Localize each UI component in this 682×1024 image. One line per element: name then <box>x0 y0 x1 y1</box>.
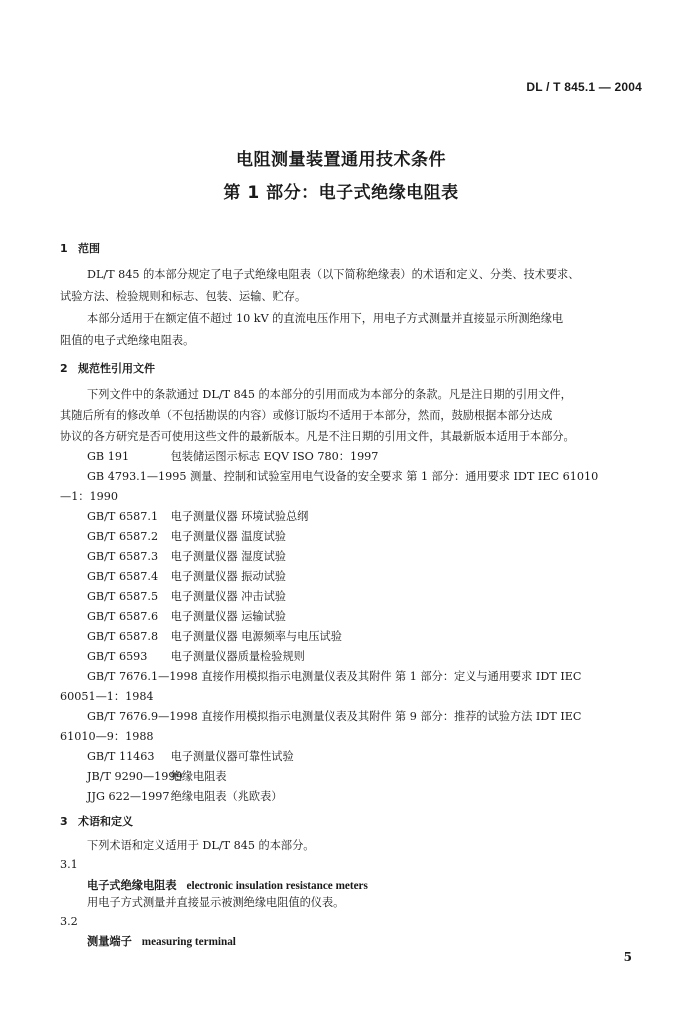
reference-item <box>87 767 227 786</box>
reference-title: 电子测量仪器 电源频率与电压试验 <box>170 630 342 643</box>
reference-code: GB/T 7676.9—1998 <box>87 710 198 723</box>
reference-item <box>87 447 378 466</box>
paragraph-line: 阻值的电子式绝缘电阻表。 <box>60 334 195 347</box>
reference-code: GB/T 6587.6 <box>87 610 159 623</box>
reference-code: GB/T 11463 <box>87 750 155 763</box>
reference-code: JJG 622—1997 <box>87 790 170 803</box>
page-number: 5 <box>623 950 632 964</box>
reference-title: 电子测量仪器 振动试验 <box>170 570 286 583</box>
reference-title: 电子测量仪器 运输试验 <box>170 610 286 623</box>
document-subtitle: 第 1 部分：电子式绝缘电阻表 <box>223 183 459 203</box>
reference-code: GB 191 <box>87 450 130 463</box>
reference-title: 60051—1：1984 <box>60 690 154 703</box>
reference-item <box>60 687 154 706</box>
reference-title: 直接作用模拟指示电测量仪表及其附件 第 1 部分：定义与通用要求 IDT IEC <box>201 670 582 683</box>
paragraph-line: 本部分适用于在额定值不超过 10 kV 的直流电压作用下，用电子方式测量并直接显示所测绝缘电 <box>87 312 564 325</box>
section-title: 范围 <box>78 242 100 255</box>
reference-title: 包装储运图示标志 EQV ISO 780：1997 <box>170 450 379 463</box>
reference-item <box>87 707 581 726</box>
reference-item <box>87 467 598 486</box>
term-definition: 用电子方式测量并直接显示被测绝缘电阻值的仪表。 <box>87 896 345 909</box>
reference-title: 直接作用模拟指示电测量仪表及其附件 第 9 部分：推荐的试验方法 IDT IEC <box>201 710 582 723</box>
reference-code: GB/T 7676.1—1998 <box>87 670 198 683</box>
term-chinese: 电子式绝缘电阻表 <box>87 878 177 892</box>
reference-item <box>87 787 282 806</box>
clause-number: 3.1 <box>60 858 78 871</box>
reference-item <box>87 507 308 526</box>
section-1-heading <box>60 240 100 256</box>
paragraph-line: 下列文件中的条款通过 DL/T 845 的本部分的引用而成为本部分的条款。凡是注日期的引用文件， <box>87 388 572 401</box>
section-number: 1 <box>60 242 68 255</box>
reference-title: 电子测量仪器 冲击试验 <box>170 590 286 603</box>
reference-item <box>87 547 286 566</box>
reference-item <box>87 667 581 686</box>
reference-title: 电子测量仪器 环境试验总纲 <box>170 510 309 523</box>
section-number: 2 <box>60 362 68 375</box>
reference-code: GB/T 6587.2 <box>87 530 159 543</box>
reference-item <box>87 587 286 606</box>
reference-code: GB/T 6593 <box>87 650 148 663</box>
paragraph-line: 试验方法、检验规则和标志、包装、运输、贮存。 <box>60 290 307 303</box>
clause-number: 3.2 <box>60 915 78 928</box>
reference-code: GB/T 6587.4 <box>87 570 159 583</box>
term-chinese: 测量端子 <box>87 934 132 948</box>
term-entry <box>87 877 368 893</box>
reference-item <box>60 487 118 506</box>
term-english: electronic insulation resistance meters <box>186 880 368 892</box>
reference-title: 绝缘电阻表（兆欧表） <box>170 790 283 803</box>
reference-code: GB/T 6587.8 <box>87 630 159 643</box>
reference-code: GB/T 6587.3 <box>87 550 159 563</box>
paragraph-line: 协议的各方研究是否可使用这些文件的最新版本。凡是不注日期的引用文件，其最新版本适用于本部分。 <box>60 430 575 443</box>
section-title: 规范性引用文件 <box>78 362 155 375</box>
reference-code: GB 4793.1—1995 <box>87 470 187 483</box>
reference-title: 61010—9：1988 <box>60 730 154 743</box>
reference-title: —1：1990 <box>60 490 118 503</box>
reference-item <box>87 607 286 626</box>
reference-code: JB/T 9290—1999 <box>87 770 183 783</box>
reference-item <box>87 627 342 646</box>
reference-item <box>87 747 294 766</box>
paragraph-line: 其随后所有的修改单（不包括勘误的内容）或修订版均不适用于本部分，然而，鼓励根据本部分达成 <box>60 409 553 422</box>
standard-code: DL / T 845.1 — 2004 <box>526 80 642 94</box>
reference-title: 电子测量仪器可靠性试验 <box>170 750 294 763</box>
reference-item <box>60 727 154 746</box>
paragraph-line: 下列术语和定义适用于 DL/T 845 的本部分。 <box>87 839 315 852</box>
reference-code: GB/T 6587.5 <box>87 590 159 603</box>
reference-title: 绝缘电阻表 <box>170 770 227 783</box>
reference-title: 电子测量仪器 温度试验 <box>170 530 286 543</box>
section-title: 术语和定义 <box>78 815 133 828</box>
reference-code: GB/T 6587.1 <box>87 510 159 523</box>
document-title: 电阻测量装置通用技术条件 <box>236 150 446 170</box>
reference-item <box>87 527 286 546</box>
section-number: 3 <box>60 815 68 828</box>
reference-item <box>87 567 286 586</box>
section-3-heading <box>60 813 133 829</box>
term-english: measuring terminal <box>141 936 236 948</box>
section-2-heading <box>60 360 155 376</box>
reference-title: 电子测量仪器质量检验规则 <box>170 650 305 663</box>
reference-title: 电子测量仪器 湿度试验 <box>170 550 286 563</box>
paragraph-line: DL/T 845 的本部分规定了电子式绝缘电阻表（以下简称绝缘表）的术语和定义、分类、技术要求、 <box>87 268 580 281</box>
term-entry <box>87 933 236 949</box>
reference-title: 测量、控制和试验室用电气设备的安全要求 第 1 部分：通用要求 IDT IEC 61010 <box>190 470 599 483</box>
reference-item <box>87 647 305 666</box>
